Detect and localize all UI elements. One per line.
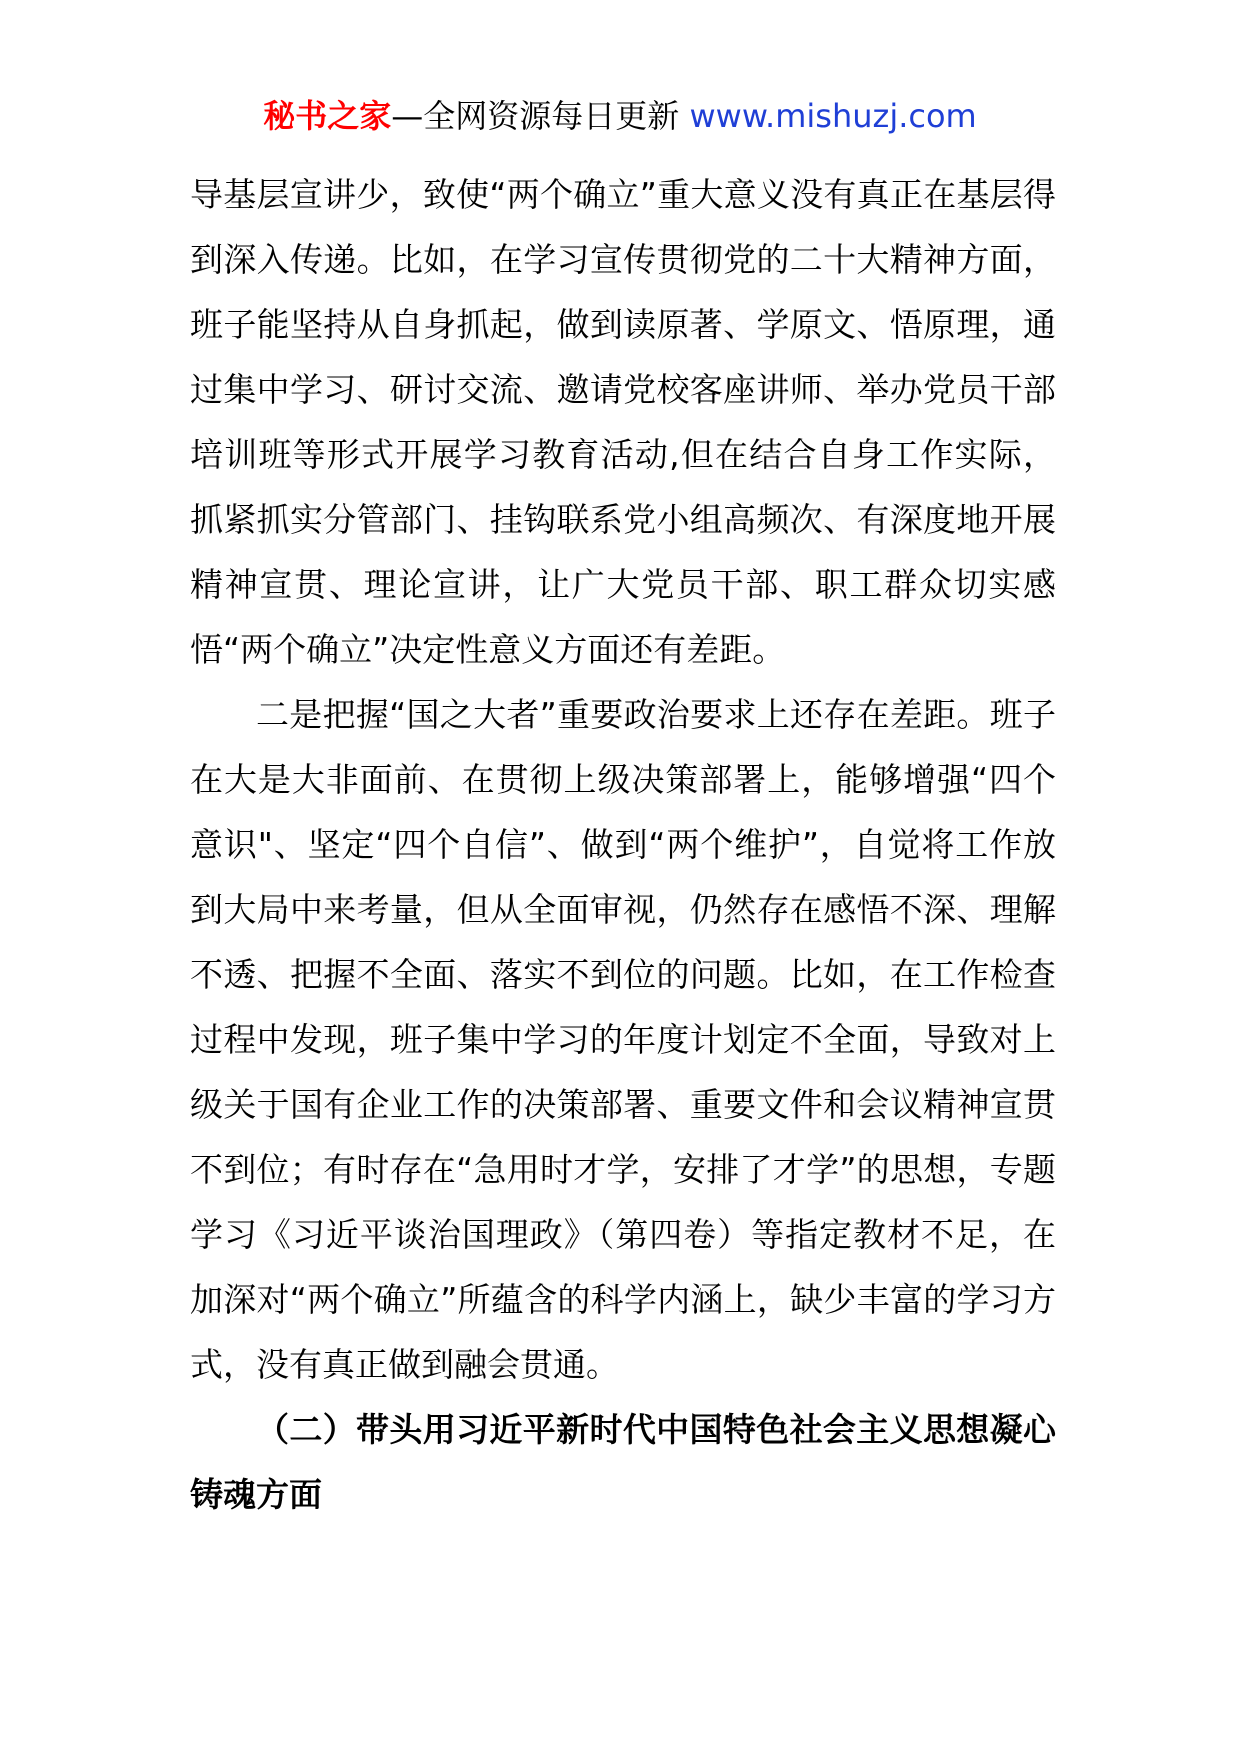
site-header: [0, 96, 1240, 136]
section-heading: （二）带头用习近平新时代中国特色社会主义思想凝心铸魂方面: [190, 1410, 1056, 1514]
body-paragraph: 导基层宣讲少，致使“两个确立”重大意义没有真正在基层得到深入传递。比如，在学习宣传贯彻党的二十大精神方面，班子能坚持从自身抓起，做到读原著、学原文、悟原理，通过集中学习、研讨交流、邀请党校客座讲师、举办党员干部培训班等形式开展学习教育活动,但在结合自身工作实际，抓紧抓实分管部门、挂钩联系党小组高频次、有深度地开展精神宣贯、理论宣讲，让广大党员干部、职工群众切实感悟“两个确立”决定性意义方面还有差距。: [190, 175, 1056, 669]
brand-name: 秘书之家: [263, 97, 392, 135]
header-tagline: —全网资源每日更新: [391, 97, 690, 135]
body-paragraph: 二是把握“国之大者”重要政治要求上还存在差距。班子在大是大非面前、在贯彻上级决策部署上，能够增强“四个意识"、坚定“四个自信”、做到“两个维护”，自觉将工作放到大局中来考量，但从全面审视，仍然存在感悟不深、理解不透、把握不全面、落实不到位的问题。比如，在工作检查过程中发现，班子集中学习的年度计划定不全面，导致对上级关于国有企业工作的决策部署、重要文件和会议精神宣贯不到位；有时存在“急用时才学，安排了才学”的思想，专题学习《习近平谈治国理政》（第四卷）等指定教材不足，在加深对“两个确立”所蕴含的科学内涵上，缺少丰富的学习方式，没有真正做到融会贯通。: [190, 695, 1056, 1384]
site-url-link[interactable]: www.mishuzj.com: [689, 97, 977, 135]
document-body: [190, 162, 1056, 1527]
